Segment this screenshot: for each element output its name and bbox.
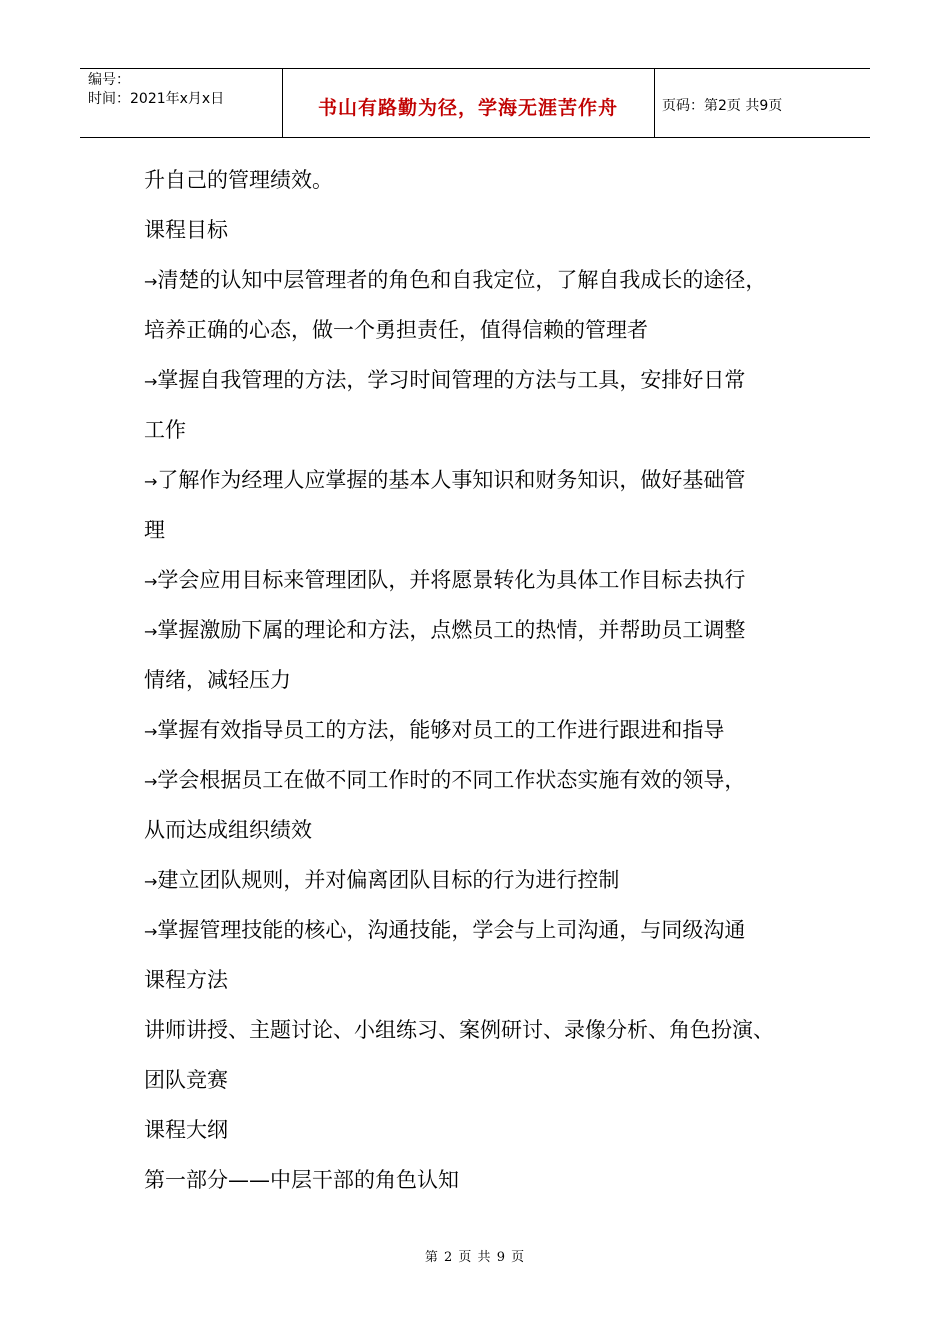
header-meta-cell [80, 69, 283, 137]
text-line [144, 1005, 844, 1055]
line-text: 掌握管理技能的核心，沟通技能，学会与上司沟通，与同级沟通 [157, 918, 746, 942]
line-text: 课程方法 [144, 968, 228, 992]
line-text: 学会根据员工在做不同工作时的不同工作状态实施有效的领导， [157, 768, 746, 792]
text-line [144, 955, 844, 1005]
line-text: 讲师讲授、主题讨论、小组练习、案例研讨、录像分析、角色扮演、 [144, 1018, 774, 1042]
line-text: 掌握激励下属的理论和方法，点燃员工的热情，并帮助员工调整 [157, 618, 746, 642]
document-body [144, 155, 844, 1205]
text-line [144, 405, 844, 455]
line-text: 第一部分——中层干部的角色认知 [144, 1168, 459, 1192]
arrow-bullet-icon: → [144, 572, 158, 591]
bullet-line [144, 755, 844, 805]
bullet-line [144, 705, 844, 755]
line-text: 建立团队规则，并对偏离团队目标的行为进行控制 [157, 868, 620, 892]
bullet-line [144, 605, 844, 655]
line-text: 从而达成组织绩效 [144, 818, 312, 842]
line-text: 工作 [144, 418, 186, 442]
text-line [144, 305, 844, 355]
bullet-line [144, 905, 844, 955]
line-text: 掌握有效指导员工的方法，能够对员工的工作进行跟进和指导 [157, 718, 725, 742]
line-text: 学会应用目标来管理团队，并将愿景转化为具体工作目标去执行 [157, 568, 746, 592]
line-text: 培养正确的心态，做一个勇担责任，值得信赖的管理者 [144, 318, 648, 342]
arrow-bullet-icon: → [144, 872, 158, 891]
line-text: 掌握自我管理的方法，学习时间管理的方法与工具，安排好日常 [157, 368, 746, 392]
bullet-line [144, 355, 844, 405]
bullet-line [144, 855, 844, 905]
bullet-line [144, 455, 844, 505]
text-line [144, 1155, 844, 1205]
page-footer-number: 第 2 页 共 9 页 [424, 1250, 526, 1265]
header-motto-cell [282, 69, 655, 137]
arrow-bullet-icon: → [144, 772, 158, 791]
arrow-bullet-icon: → [144, 722, 158, 741]
line-text: 团队竞赛 [144, 1068, 228, 1092]
text-line [144, 505, 844, 555]
text-line [144, 805, 844, 855]
text-line [144, 1105, 844, 1155]
header-motto: 书山有路勤为径，学海无涯苦作舟 [317, 97, 618, 119]
page-header [80, 68, 870, 138]
line-text: 升自己的管理绩效。 [144, 168, 333, 192]
document-number-label: 编号： [88, 72, 130, 88]
arrow-bullet-icon: → [144, 372, 158, 391]
line-text: 了解作为经理人应掌握的基本人事知识和财务知识，做好基础管 [157, 468, 746, 492]
line-text: 清楚的认知中层管理者的角色和自我定位，了解自我成长的途径， [157, 268, 767, 292]
document-time-label: 时间：2021年x月x日 [88, 91, 225, 107]
line-text: 课程目标 [144, 218, 228, 242]
header-page-info: 页码：第2页 共9页 [662, 98, 783, 114]
text-line [144, 1055, 844, 1105]
bullet-line [144, 255, 844, 305]
line-text: 理 [144, 518, 165, 542]
text-line [144, 155, 844, 205]
line-text: 课程大纲 [144, 1118, 228, 1142]
arrow-bullet-icon: → [144, 922, 158, 941]
arrow-bullet-icon: → [144, 472, 158, 491]
text-line [144, 655, 844, 705]
bullet-line [144, 555, 844, 605]
arrow-bullet-icon: → [144, 622, 158, 641]
line-text: 情绪，减轻压力 [144, 668, 291, 692]
arrow-bullet-icon: → [144, 272, 158, 291]
header-page-cell [654, 69, 870, 137]
text-line [144, 205, 844, 255]
